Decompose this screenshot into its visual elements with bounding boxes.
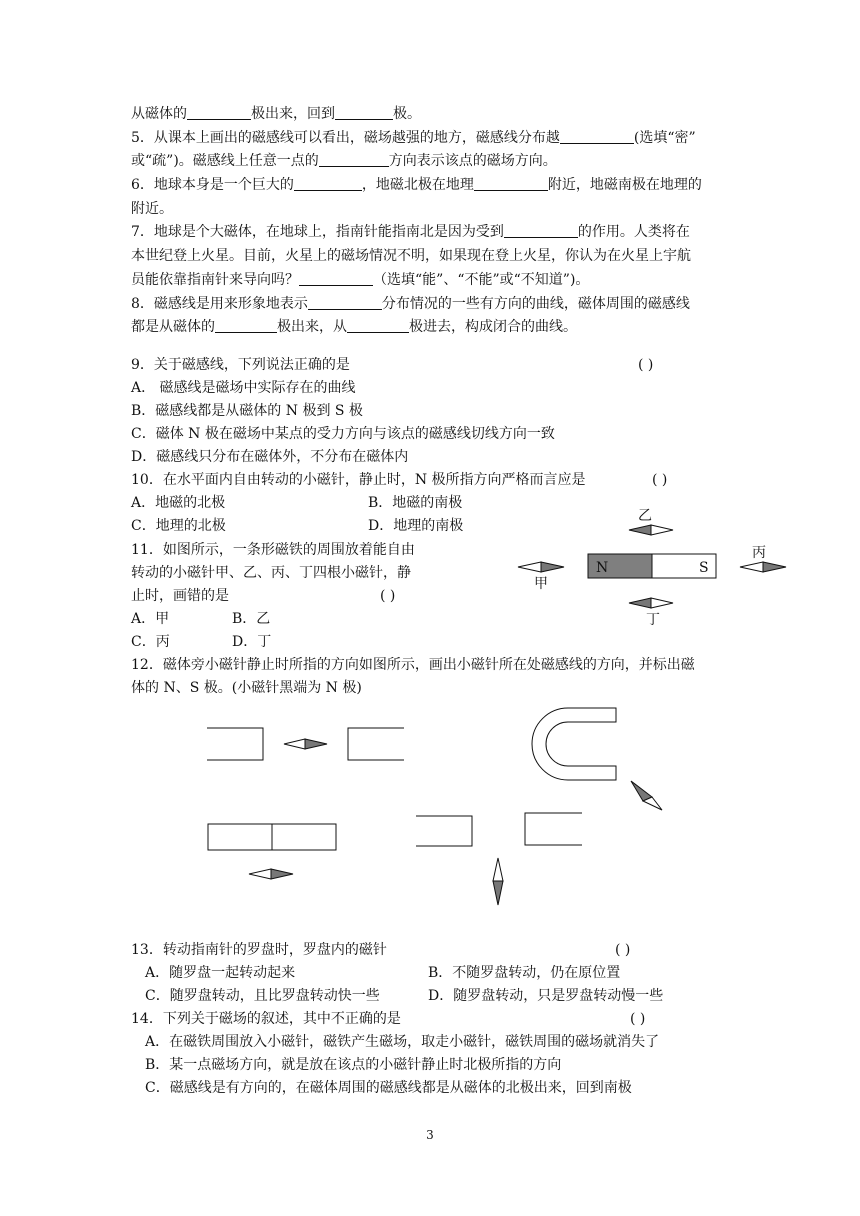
- q12-stem-1: 12．磁体旁小磁针静止时所指的方向如图所示，画出小磁针所在处磁感线的方向，并标出磁: [131, 657, 695, 673]
- q11-option-a[interactable]: A．甲: [131, 611, 170, 627]
- q4-text-a: 从磁体的: [131, 106, 187, 122]
- q10-stem: 10．在水平面内自由转动的小磁针，静止时，N 极所指方向严格而言应是: [131, 472, 586, 488]
- q14-stem: 14．下列关于磁场的叙述，其中不正确的是: [131, 1011, 401, 1027]
- needle-jia: [518, 562, 564, 572]
- magnet-facing-left[interactable]: [416, 816, 472, 846]
- needle-ding-label: 丁: [646, 612, 660, 628]
- q9-stem: 9．关于磁感线，下列说法正确的是: [131, 357, 350, 373]
- horseshoe-magnet[interactable]: [532, 708, 616, 780]
- q11-stem-1: 11．如图所示，一条形磁铁的周围放着能自由: [131, 542, 415, 558]
- q9-option-d[interactable]: D．磁感线只分布在磁体外，不分布在磁体内: [131, 449, 409, 465]
- q5-text: 方向表示该点的磁场方向。: [388, 153, 557, 169]
- needle-between-magnets: [284, 739, 327, 749]
- magnet-left-end[interactable]: [207, 728, 263, 760]
- q8-text: 极出来，从: [277, 319, 347, 335]
- magnet-s-label: S: [699, 560, 709, 576]
- needle-ding: [629, 598, 673, 608]
- q13-option-d[interactable]: D．随罗盘转动，只是罗盘转动慢一些: [428, 988, 664, 1004]
- q8-text: 极进去，构成闭合的曲线。: [409, 319, 577, 335]
- q4-text-c: 极。: [393, 106, 421, 122]
- q9-option-c[interactable]: C．磁体 N 极在磁场中某点的受力方向与该点的磁感线切线方向一致: [131, 426, 555, 442]
- q8-text: 分布情况的一些有方向的曲线，磁体周围的磁感线: [381, 296, 690, 312]
- q6-text: ，地磁北极在地理: [361, 177, 474, 193]
- needle-yi: [629, 525, 673, 535]
- needle-vertical: [493, 858, 503, 905]
- q7-text: 7．地球是个大磁体，在地球上，指南针能指南北是因为受到: [131, 224, 504, 240]
- q13-option-c[interactable]: C．随罗盘转动，且比罗盘转动快一些: [145, 988, 380, 1004]
- q9-answer-paren[interactable]: ( ): [638, 357, 654, 373]
- needle-near-horseshoe: [631, 781, 662, 810]
- q11-figure: [518, 508, 786, 628]
- q8-text: 都是从磁体的: [131, 319, 215, 335]
- q4-text-b: 极出来，回到: [251, 106, 335, 122]
- q11-option-c[interactable]: C．丙: [131, 634, 170, 650]
- q5-text: (选填“密”: [633, 130, 696, 146]
- q10-option-b[interactable]: B．地磁的南极: [368, 495, 463, 511]
- q7-text: （选填“能”、“不能”或“不知道”)。: [373, 272, 590, 288]
- magnet-n-label: N: [596, 560, 609, 576]
- q7-text: 的作用。人类将在: [577, 224, 690, 240]
- q11-stem-3: 止时，画错的是: [131, 588, 229, 604]
- q6-text: 附近，地磁南极在地理的: [547, 177, 702, 193]
- q5-text: 5．从课本上画出的磁感线可以看出，磁场越强的地方，磁感线分布越: [131, 130, 560, 146]
- q11-option-d[interactable]: D．丁: [232, 634, 272, 650]
- q13-option-b[interactable]: B．不随罗盘转动，仍在原位置: [428, 965, 621, 981]
- page-number: 3: [426, 1128, 434, 1142]
- q10-option-d[interactable]: D．地理的南极: [368, 518, 464, 534]
- q12-stem-2: 体的 N、S 极。(小磁针黑端为 N 极): [131, 680, 362, 696]
- magnet-right-end[interactable]: [348, 728, 404, 760]
- needle-bing: [740, 562, 786, 572]
- q13-option-a[interactable]: A．随罗盘一起转动起来: [145, 965, 296, 981]
- q7-text: 本世纪登上火星。目前，火星上的磁场情况不明，如果现在登上火星，你认为在火星上宇航: [131, 248, 691, 264]
- q7-text: 员能依靠指南针来导向吗？: [131, 272, 299, 288]
- q10-option-a[interactable]: A．地磁的北极: [131, 495, 226, 511]
- q10-option-c[interactable]: C．地理的北极: [131, 518, 226, 534]
- q14-option-c[interactable]: C．磁感线是有方向的，在磁体周围的磁感线都是从磁体的北极出来，回到南极: [145, 1080, 632, 1096]
- q13-stem: 13．转动指南针的罗盘时，罗盘内的磁针: [131, 942, 387, 958]
- q13-answer-paren[interactable]: ( ): [615, 942, 631, 958]
- q6-text: 附近。: [131, 201, 173, 217]
- q6-text: 6．地球本身是一个巨大的: [131, 177, 294, 193]
- q9-option-b[interactable]: B．磁感线都是从磁体的 N 极到 S 极: [131, 403, 363, 419]
- q12-figure: [207, 708, 662, 905]
- needle-bing-label: 丙: [752, 545, 766, 561]
- q11-option-b[interactable]: B．乙: [232, 611, 271, 627]
- needle-below-bar: [249, 869, 293, 879]
- q14-answer-paren[interactable]: ( ): [630, 1011, 646, 1027]
- q11-answer-paren[interactable]: ( ): [380, 588, 396, 604]
- q11-stem-2: 转动的小磁针甲、乙、丙、丁四根小磁针，静: [131, 565, 411, 581]
- q14-option-b[interactable]: B．某一点磁场方向，就是放在该点的小磁针静止时北极所指的方向: [145, 1057, 562, 1073]
- q10-answer-paren[interactable]: ( ): [652, 472, 668, 488]
- needle-jia-label: 甲: [534, 576, 548, 592]
- magnet-facing-right[interactable]: [525, 813, 582, 845]
- q9-option-a[interactable]: A． 磁感线是磁场中实际存在的曲线: [131, 380, 356, 396]
- q14-option-a[interactable]: A．在磁铁周围放入小磁针，磁铁产生磁场，取走小磁针，磁铁周围的磁场就消失了: [145, 1034, 660, 1050]
- q8-text: 8．磁感线是用来形象地表示: [131, 296, 308, 312]
- q5-text: 或“疏”)。磁感线上任意一点的: [131, 153, 319, 169]
- needle-yi-label: 乙: [638, 508, 652, 524]
